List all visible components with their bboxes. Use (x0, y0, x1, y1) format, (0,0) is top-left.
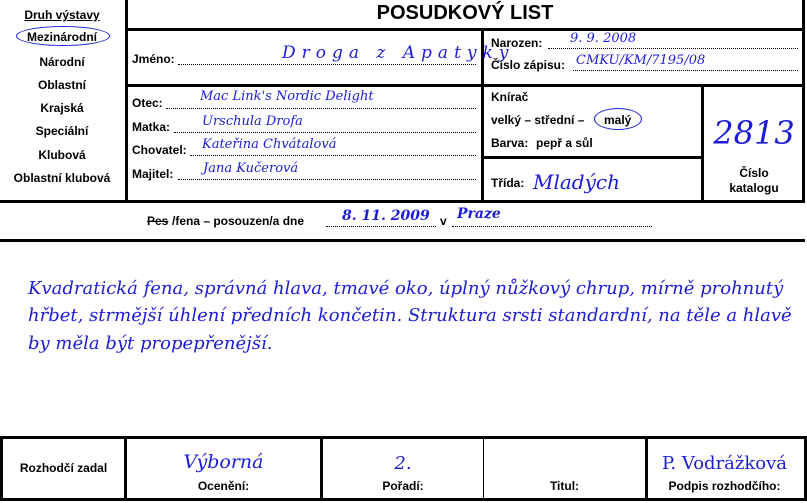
class-value: Mladých (533, 170, 620, 194)
show-type-heading: Druh výstavy (24, 8, 100, 22)
size-options: velký – střední – (491, 113, 585, 127)
judged-v: v (440, 214, 447, 228)
judged-date-dots (326, 225, 436, 227)
father-dots (166, 107, 476, 109)
breed-label: Knírač (491, 90, 529, 104)
father-value: Mac Link's Nordic Delight (200, 89, 374, 104)
judge-signature: P. Vodrážková (661, 453, 788, 474)
father-label: Otec: (132, 96, 163, 110)
judged-place: Praze (457, 206, 501, 222)
size-selected-circle (594, 108, 642, 130)
owner-label: Majitel: (132, 167, 174, 181)
registry-dots (573, 69, 798, 71)
registry-label: Číslo zápisu: (491, 58, 566, 72)
rank-label: Pořadí: (382, 479, 424, 493)
rank-value: 2. (394, 453, 412, 474)
frame-under-title (125, 28, 805, 31)
name-label: Jméno: (132, 52, 175, 66)
owner-value: Jana Kučerová (203, 161, 299, 176)
judged-place-dots (452, 225, 652, 227)
page-title: POSUDKOVÝ LIST (376, 2, 554, 24)
award-label: Ocenění: (197, 479, 250, 493)
birth-label: Narozen: (491, 36, 543, 50)
frame-bottom (0, 200, 805, 203)
birth-value: 9. 9. 2008 (570, 31, 637, 46)
show-type-special: Speciální (35, 124, 89, 138)
judge-label: Rozhodčí zadal (19, 461, 108, 475)
breeder-dots (190, 154, 476, 156)
catalog-label-2: katalogu (729, 181, 779, 195)
name-dots (178, 63, 476, 65)
show-type-international: Mezinárodní (26, 30, 97, 44)
birth-dots (548, 47, 798, 49)
evaluation-line-1: Kvadratická fena, správná hlava, tmavé oko, úplný nůžkový chrup, mírně prohnutý (28, 278, 784, 299)
evaluation-line-3: by měla být propepřenější. (28, 333, 273, 354)
owner-dots (178, 178, 476, 180)
signature-label: Podpis rozhodčího: (668, 479, 781, 493)
catalog-number: 2813 (713, 114, 795, 152)
selected-circle (16, 26, 110, 46)
mother-label: Matka: (132, 120, 171, 134)
title-label: Titul: (549, 479, 580, 493)
show-type-regional: Oblastní (37, 78, 86, 92)
class-label: Třída: (491, 176, 525, 190)
color-value: pepř a sůl (536, 136, 593, 150)
color-label: Barva: (491, 136, 529, 150)
judged-date: 8. 11. 2009 (342, 208, 430, 224)
size-selected: malý (604, 113, 632, 127)
breeder-value: Kateřina Chvátalová (202, 137, 337, 152)
show-type-regional-club: Oblastní klubová (13, 171, 111, 185)
award-value: Výborná (183, 451, 264, 473)
show-type-national: Národní (39, 55, 85, 69)
mother-value: Urschula Drofa (202, 114, 303, 129)
mother-dots (174, 131, 476, 133)
divider-size-class (481, 156, 703, 159)
show-type-county: Krajská (40, 101, 84, 115)
breeder-label: Chovatel: (132, 143, 187, 157)
evaluation-line-2: hřbet, strmější úhlení předních končetin. Struktura srsti standardní, na těle a hlavě (28, 305, 792, 326)
divider-after-judged (0, 239, 805, 242)
registry-value: CMKU/KM/7195/08 (576, 53, 706, 68)
judged-pes: Pes (147, 214, 169, 228)
name-value: Droga z Apatyky (282, 43, 515, 63)
show-type-club: Klubová (38, 148, 86, 162)
judged-text: /fena – posouzen/a dne (172, 214, 305, 228)
catalog-label-1: Číslo (739, 166, 769, 180)
